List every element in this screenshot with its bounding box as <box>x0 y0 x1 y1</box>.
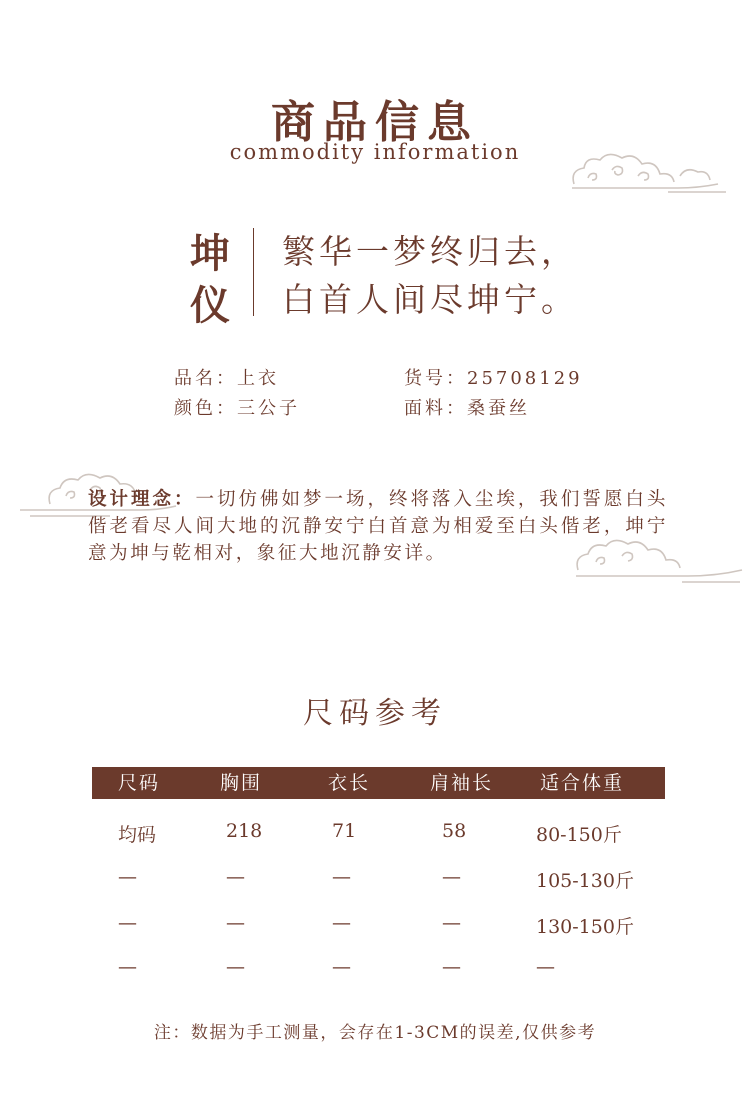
cell-shoulder-sleeve: — <box>442 912 461 934</box>
cell-shoulder-sleeve: — <box>442 866 461 888</box>
cell-weight: 80-150斤 <box>536 824 622 846</box>
cell-size: — <box>118 912 137 934</box>
cell-shoulder-sleeve: 58 <box>442 820 467 842</box>
product-name-char-2: 仪 <box>190 282 230 329</box>
cell-weight: 130-150斤 <box>536 916 634 938</box>
poem-line-2: 白首人间尽坤宁。 <box>282 280 578 319</box>
page-title: 商品信息 <box>271 97 479 148</box>
design-label: 设计理念： <box>88 489 196 510</box>
design-concept <box>88 486 668 567</box>
size-section-title: 尺码参考 <box>303 696 447 731</box>
th-size: 尺码 <box>118 772 161 794</box>
cell-chest: — <box>226 912 245 934</box>
cell-weight: — <box>536 956 555 978</box>
cell-length: — <box>332 912 351 934</box>
cell-chest: 218 <box>226 820 263 842</box>
info-name: 品名：上衣 <box>174 368 279 389</box>
th-chest: 胸围 <box>220 772 263 794</box>
divider-line <box>253 228 254 316</box>
cell-chest: — <box>226 956 245 978</box>
cell-length: 71 <box>332 820 357 842</box>
measurement-note: 注：数据为手工测量，会存在1-3CM的误差,仅供参考 <box>153 1023 597 1043</box>
info-color: 颜色：三公子 <box>174 398 300 419</box>
page-subtitle: commodity information <box>229 140 521 164</box>
design-text: 一切仿佛如梦一场，终将落入尘埃，我们誓愿白头偕老看尽人间大地的沉静安宁白首意为相爱至白头偕老，坤宁意为坤与乾相对，象征大地沉静安详。 <box>88 489 668 564</box>
th-shoulder-sleeve: 肩袖长 <box>430 772 494 794</box>
info-fabric: 面料：桑蚕丝 <box>404 398 530 419</box>
cell-shoulder-sleeve: — <box>442 956 461 978</box>
cell-size: — <box>118 866 137 888</box>
cell-size: 均码 <box>118 824 157 846</box>
cell-size: — <box>118 956 137 978</box>
product-name-char-1: 坤 <box>190 230 230 277</box>
cell-weight: 105-130斤 <box>536 870 634 892</box>
th-length: 衣长 <box>328 772 371 794</box>
cell-length: — <box>332 866 351 888</box>
cell-length: — <box>332 956 351 978</box>
cell-chest: — <box>226 866 245 888</box>
info-sku: 货号：25708129 <box>404 368 583 389</box>
th-weight: 适合体重 <box>540 772 625 794</box>
poem-line-1: 繁华一梦终归去， <box>282 232 578 271</box>
cloud-decoration-top <box>568 148 728 196</box>
size-table-header <box>92 767 665 799</box>
